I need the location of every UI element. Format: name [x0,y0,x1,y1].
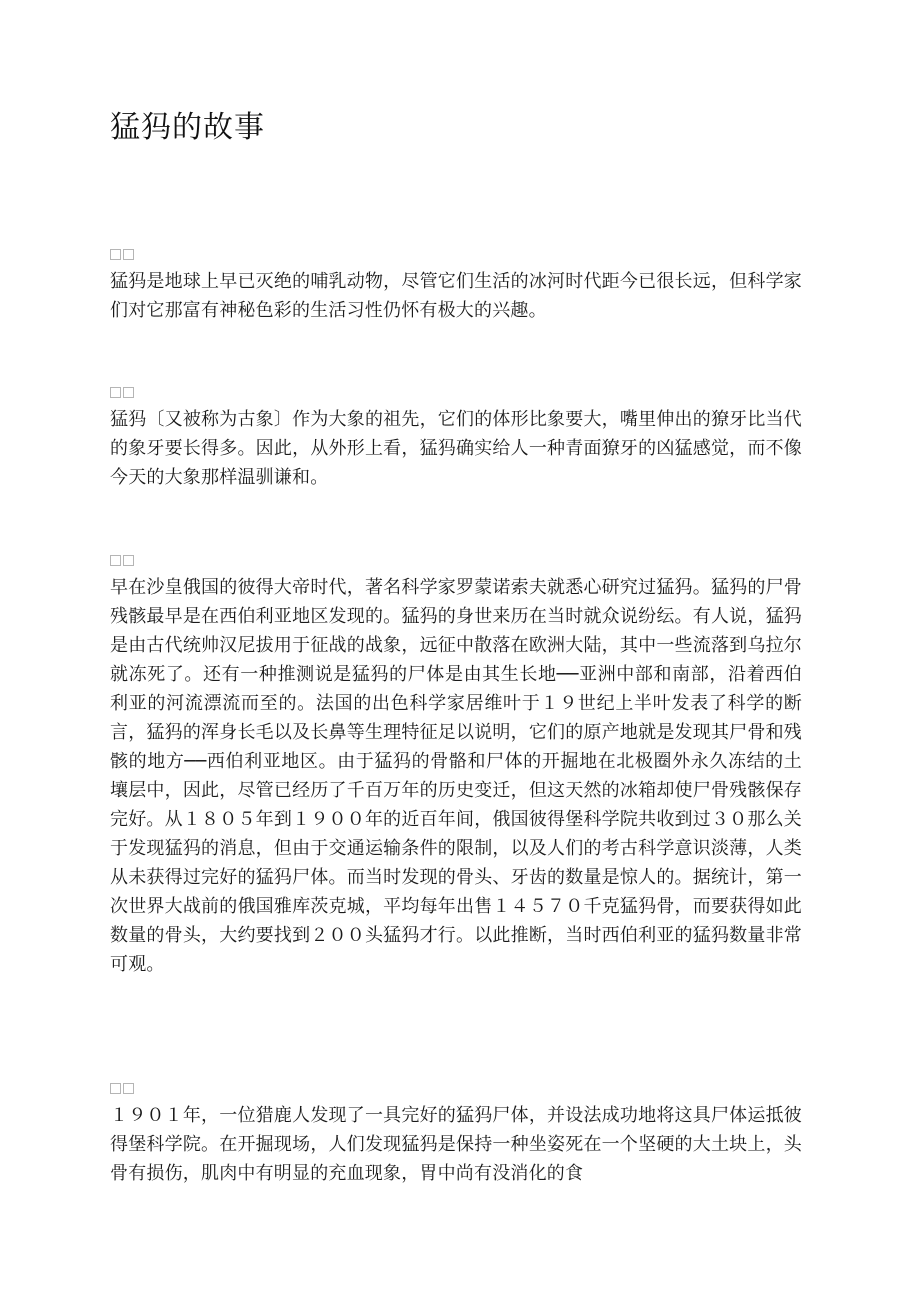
paragraph-block [110,385,802,492]
placeholder-box-icon [110,555,121,566]
paragraph-text: 早在沙皇俄国的彼得大帝时代，著名科学家罗蒙诺索夫就悉心研究过猛犸。猛犸的尸骨残骸最早是在西伯利亚地区发现的。猛犸的身世来历在当时就众说纷纭。有人说，猛犸是由古代统帅汉尼拔用于征战的战象，远征中散落在欧洲大陆，其中一些流落到乌拉尔就冻死了。还有一种推测说是猛犸的尸体是由其生长地──亚洲中部和南部，沿着西伯利亚的河流漂流而至的。法国的出色科学家居维叶于１９世纪上半叶发表了科学的断言，猛犸的浑身长毛以及长鼻等生理特征足以说明，它们的原产地就是发现其尸骨和残骸的地方──西伯利亚地区。由于猛犸的骨骼和尸体的开掘地在北极圈外永久冻结的土壤层中，因此，尽管已经历了千百万年的历史变迁，但这天然的冰箱却使尸骨残骸保存完好。从１８０５年到１９００年的近百年间，俄国彼得堡科学院共收到过３０那么关于发现猛犸的消息，但由于交通运输条件的限制，以及人们的考古科学意识淡薄，人类从未获得过完好的猛犸尸体。而当时发现的骨头、牙齿的数量是惊人的。据统计，第一次世界大战前的俄国雅库茨克城，平均每年出售１４５７０千克猛犸骨，而要获得如此数量的骨头，大约要找到２００头猛犸才行。以此推断，当时西伯利亚的猛犸数量非常可观。 [110,577,802,975]
paragraph-marker-icon [110,553,802,567]
placeholder-box-icon [123,387,134,398]
placeholder-box-icon [123,555,134,566]
placeholder-box-icon [110,249,121,260]
document-title: 猛犸的故事 [110,110,265,145]
paragraph-text: 猛犸是地球上早已灭绝的哺乳动物，尽管它们生活的冰河时代距今已很长远，但科学家们对它那富有神秘色彩的生活习性仍怀有极大的兴趣。 [110,271,802,321]
paragraph-marker-icon [110,1081,802,1095]
placeholder-box-icon [123,249,134,260]
placeholder-box-icon [110,387,121,398]
paragraph-block [110,1081,802,1188]
placeholder-box-icon [123,1083,134,1094]
paragraph-marker-icon [110,385,802,399]
paragraph-marker-icon [110,247,802,261]
paragraph-block [110,247,802,325]
paragraph-text: 猛犸〔又被称为古象〕作为大象的祖先，它们的体形比象要大，嘴里伸出的獠牙比当代的象牙要长得多。因此，从外形上看，猛犸确实给人一种青面獠牙的凶猛感觉，而不像今天的大象那样温驯谦和。 [110,409,802,488]
paragraph-text: １９０１年，一位猎鹿人发现了一具完好的猛犸尸体，并设法成功地将这具尸体运抵彼得堡科学院。在开掘现场，人们发现猛犸是保持一种坐姿死在一个坚硬的大土块上，头骨有损伤，肌肉中有明显的充血现象，胃中尚有没消化的食 [110,1105,802,1184]
placeholder-box-icon [110,1083,121,1094]
paragraph-block [110,553,802,979]
